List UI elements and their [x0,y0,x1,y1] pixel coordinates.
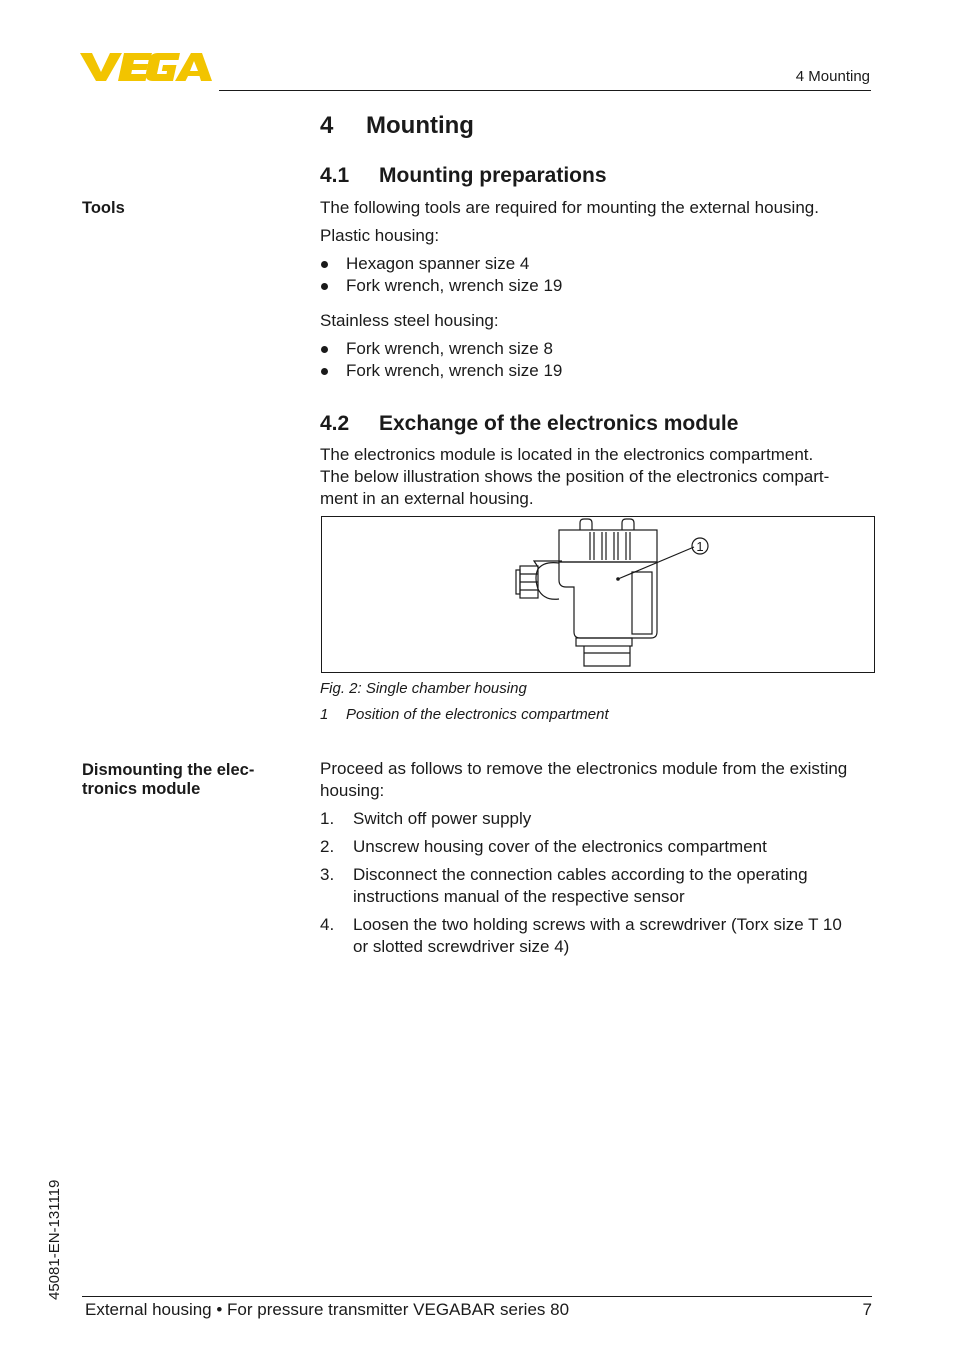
list-item: Fork wrench, wrench size 19 [320,275,880,297]
steel-housing-label: Stainless steel housing: [320,311,499,330]
figure-frame [321,516,875,673]
bullet-icon [321,283,328,290]
chapter-number: 4 [320,112,334,139]
section-4-2-heading [320,412,738,436]
plastic-housing-label: Plastic housing: [320,226,440,245]
procedure-intro: Proceed as follows to remove the electronics module from the existing housing: [320,759,848,800]
bullet-icon [321,261,328,268]
figure-caption: Fig. 2: Single chamber housing [320,680,527,697]
section-4-1-heading [320,164,607,188]
bullet-icon [321,368,328,375]
list-item: Fork wrench, wrench size 19 [320,360,880,382]
section-number: 4.2 [320,412,350,435]
vega-logo [80,50,212,84]
step-item: 1. Switch off power supply [320,809,532,828]
section-title: Mounting preparations [379,164,607,187]
footer-divider [82,1296,872,1297]
document-number: 45081-EN-131119 [46,1179,63,1300]
single-chamber-housing-illustration [322,517,874,672]
steel-tools-list [320,338,880,382]
list-item: Fork wrench, wrench size 8 [320,338,880,360]
plastic-tools-list [320,253,880,297]
footer-text: External housing • For pressure transmitter VEGABAR series 80 [85,1300,570,1319]
dismount-steps [320,808,880,964]
section-4-2-intro: The electronics module is located in the electronics compartment. The below illustration shows the position of the electronics compart- ment in an external housing. [320,445,830,508]
side-label-tools: Tools [82,199,125,217]
section-number: 4.1 [320,164,350,187]
step-item: 2. Unscrew housing cover of the electronics compartment [320,837,767,856]
step-item: 3. Disconnect the connection cables according to the operating instructions manual of the respective sensor [320,865,808,906]
tools-intro: The following tools are required for mounting the external housing. [320,198,819,217]
section-title: Exchange of the electronics module [379,412,739,435]
chapter-title-text: Mounting [366,112,474,139]
list-item: Hexagon spanner size 4 [320,253,880,275]
bullet-icon [321,346,328,353]
header-section-label: 4 Mounting [795,68,870,85]
page-number: 7 [862,1300,872,1319]
figure-callout-number: 1 [696,539,704,554]
header-divider [219,90,871,91]
step-item: 4. Loosen the two holding screws with a screwdriver (Torx size T 10 or slotted screwdriver size 4) [320,915,842,956]
chapter-title [320,112,474,140]
figure-legend: 1 Position of the electronics compartment [320,706,609,723]
side-label-dismounting: Dismounting the elec- tronics module [82,761,255,798]
